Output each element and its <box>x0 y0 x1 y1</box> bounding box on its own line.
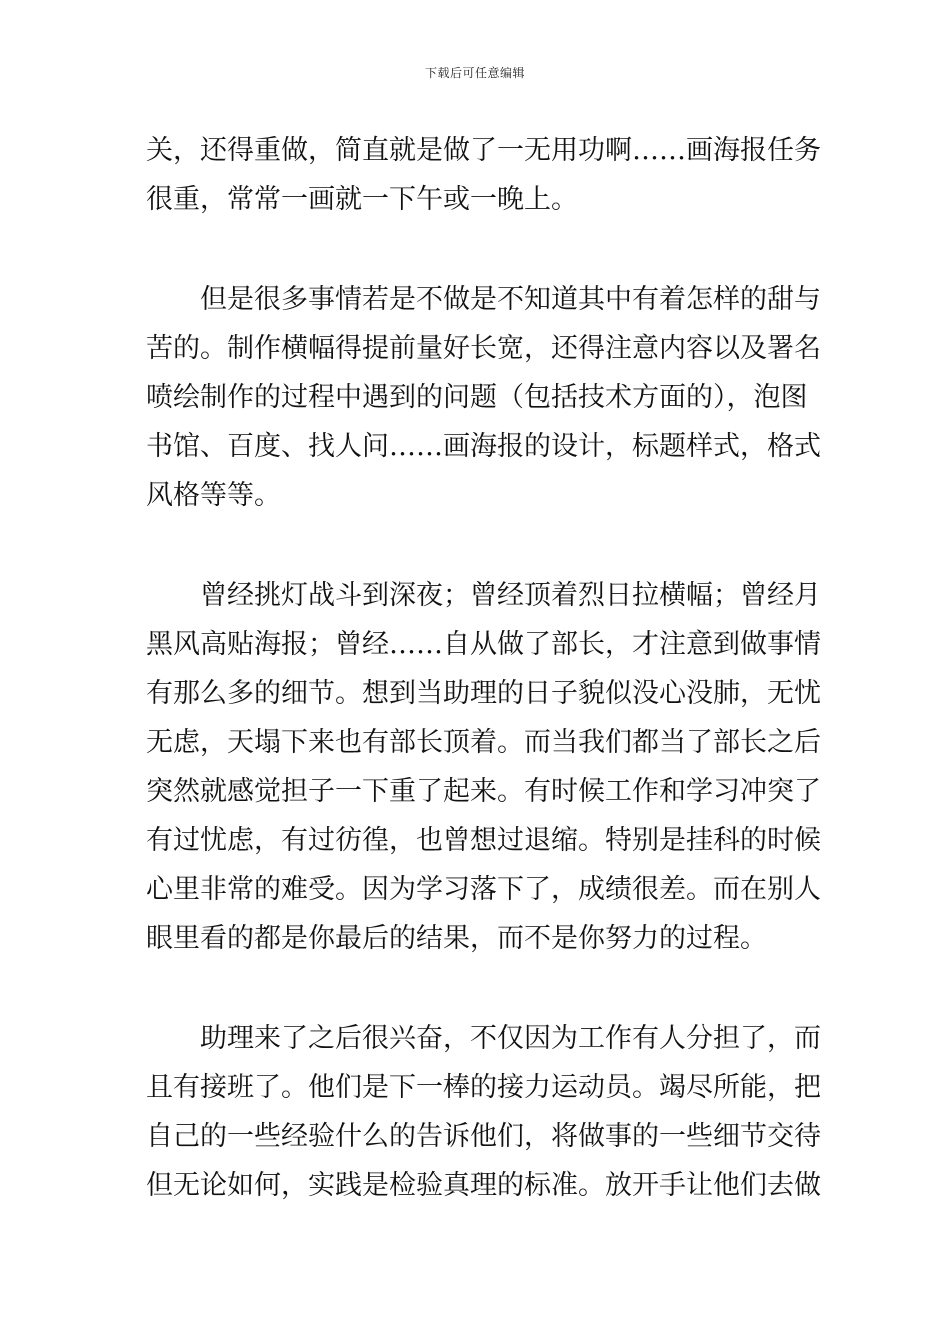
text-line: 苦的。制作横幅得提前量好长宽，还得注意内容以及署名 <box>146 333 821 364</box>
paragraph-spacer <box>146 224 810 275</box>
text-line: 有那么多的细节。想到当助理的日子貌似没心没肺，无忧 <box>146 678 821 709</box>
paragraph-spacer <box>146 963 810 1014</box>
text-line: 有过忧虑，有过彷徨，也曾想过退缩。特别是挂科的时候 <box>146 825 821 856</box>
text-line: 眼里看的都是你最后的结果，而不是你努力的过程。 <box>146 923 767 954</box>
text-line: 助理来了之后很兴奋，不仅因为工作有人分担了，而 <box>146 1023 821 1054</box>
paragraph-3 <box>146 571 821 963</box>
paragraph-1 <box>146 126 821 224</box>
paragraph-spacer <box>146 520 810 571</box>
text-line: 风格等等。 <box>146 480 281 511</box>
document-body <box>146 126 821 1210</box>
text-line: 突然就感觉担子一下重了起来。有时候工作和学习冲突了 <box>146 776 821 807</box>
text-line: 关，还得重做，简直就是做了一无用功啊……画海报任务 <box>146 135 821 166</box>
text-line: 很重，常常一画就一下午或一晚上。 <box>146 184 578 215</box>
paragraph-2 <box>146 275 821 520</box>
paragraph-4 <box>146 1014 821 1210</box>
text-line: 且有接班了。他们是下一棒的接力运动员。竭尽所能，把 <box>146 1072 821 1103</box>
text-line: 自己的一些经验什么的告诉他们，将做事的一些细节交待 <box>146 1121 821 1152</box>
text-line: 但无论如何，实践是检验真理的标准。放开手让他们去做 <box>146 1170 821 1201</box>
page-header: 下载后可任意编辑 <box>424 66 525 80</box>
text-line: 曾经挑灯战斗到深夜；曾经顶着烈日拉横幅；曾经月 <box>146 580 821 611</box>
text-line: 无虑，天塌下来也有部长顶着。而当我们都当了部长之后 <box>146 727 821 758</box>
text-line: 黑风高贴海报；曾经……自从做了部长，才注意到做事情 <box>146 629 821 660</box>
text-line: 但是很多事情若是不做是不知道其中有着怎样的甜与 <box>146 284 821 315</box>
text-line: 心里非常的难受。因为学习落下了，成绩很差。而在别人 <box>146 874 821 905</box>
text-line: 喷绘制作的过程中遇到的问题（包括技术方面的），泡图 <box>146 382 808 413</box>
text-line: 书馆、百度、找人问……画海报的设计，标题样式，格式 <box>146 431 821 462</box>
